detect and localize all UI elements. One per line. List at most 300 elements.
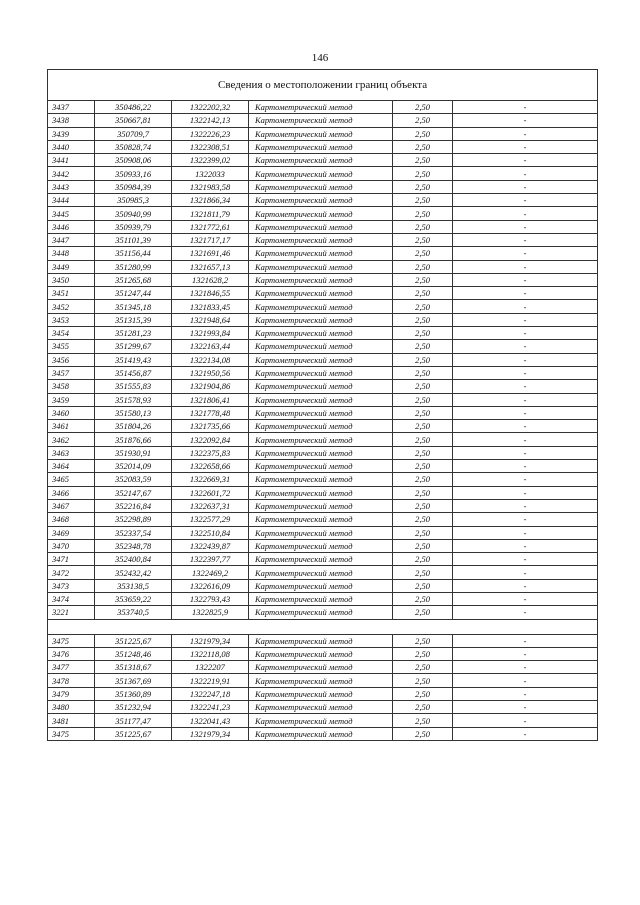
accuracy-cell: 2,50: [393, 606, 453, 619]
table-row: [48, 287, 598, 300]
y-coordinate-cell: 1322308,51: [172, 140, 249, 153]
x-coordinate-cell: 350984,39: [95, 180, 172, 193]
y-coordinate-cell: 1322399,02: [172, 154, 249, 167]
description-cell: -: [453, 127, 598, 140]
y-coordinate-cell: 1321811,79: [172, 207, 249, 220]
y-coordinate-cell: 1322219,91: [172, 674, 249, 687]
table-title: Сведения о местоположении границ объекта: [48, 70, 598, 101]
point-number-cell: 3448: [48, 247, 95, 260]
x-coordinate-cell: 352083,59: [95, 473, 172, 486]
method-cell: Картометрический метод: [249, 592, 393, 605]
method-cell: Картометрический метод: [249, 233, 393, 246]
description-cell: -: [453, 661, 598, 674]
accuracy-cell: 2,50: [393, 687, 453, 700]
point-number-cell: 3468: [48, 513, 95, 526]
table-title-row: [48, 70, 598, 101]
y-coordinate-cell: 1322658,66: [172, 460, 249, 473]
table-row: [48, 433, 598, 446]
table-row: [48, 473, 598, 486]
accuracy-cell: 2,50: [393, 473, 453, 486]
table-row: [48, 194, 598, 207]
x-coordinate-cell: 350940,99: [95, 207, 172, 220]
point-number-cell: 3463: [48, 446, 95, 459]
y-coordinate-cell: 1321866,34: [172, 194, 249, 207]
method-cell: Картометрический метод: [249, 647, 393, 660]
x-coordinate-cell: 351281,23: [95, 327, 172, 340]
description-cell: -: [453, 433, 598, 446]
x-coordinate-cell: 353659,22: [95, 592, 172, 605]
accuracy-cell: 2,50: [393, 127, 453, 140]
x-coordinate-cell: 351578,93: [95, 393, 172, 406]
table-row: [48, 446, 598, 459]
description-cell: -: [453, 114, 598, 127]
x-coordinate-cell: 350939,79: [95, 220, 172, 233]
y-coordinate-cell: 1321628,2: [172, 273, 249, 286]
description-cell: -: [453, 300, 598, 313]
accuracy-cell: 2,50: [393, 260, 453, 273]
table-row: [48, 687, 598, 700]
description-cell: -: [453, 287, 598, 300]
description-cell: -: [453, 714, 598, 727]
accuracy-cell: 2,50: [393, 406, 453, 419]
y-coordinate-cell: 1322510,84: [172, 526, 249, 539]
point-number-cell: 3460: [48, 406, 95, 419]
point-number-cell: 3461: [48, 420, 95, 433]
y-coordinate-cell: 1322092,84: [172, 433, 249, 446]
accuracy-cell: 2,50: [393, 180, 453, 193]
x-coordinate-cell: 351419,43: [95, 353, 172, 366]
accuracy-cell: 2,50: [393, 446, 453, 459]
table-row: [48, 167, 598, 180]
table-row: [48, 606, 598, 619]
y-coordinate-cell: 1322469,2: [172, 566, 249, 579]
method-cell: Картометрический метод: [249, 406, 393, 419]
y-coordinate-cell: 1321806,41: [172, 393, 249, 406]
table-row: [48, 647, 598, 660]
point-number-cell: 3480: [48, 701, 95, 714]
accuracy-cell: 2,50: [393, 674, 453, 687]
description-cell: -: [453, 526, 598, 539]
accuracy-cell: 2,50: [393, 207, 453, 220]
point-number-cell: 3481: [48, 714, 95, 727]
accuracy-cell: 2,50: [393, 701, 453, 714]
point-number-cell: 3450: [48, 273, 95, 286]
x-coordinate-cell: 352014,09: [95, 460, 172, 473]
accuracy-cell: 2,50: [393, 526, 453, 539]
method-cell: Картометрический метод: [249, 566, 393, 579]
method-cell: Картометрический метод: [249, 101, 393, 114]
method-cell: Картометрический метод: [249, 167, 393, 180]
accuracy-cell: 2,50: [393, 327, 453, 340]
description-cell: -: [453, 701, 598, 714]
description-cell: -: [453, 420, 598, 433]
point-number-cell: 3441: [48, 154, 95, 167]
table-row: [48, 366, 598, 379]
point-number-cell: 3459: [48, 393, 95, 406]
point-number-cell: 3452: [48, 300, 95, 313]
x-coordinate-cell: 351225,67: [95, 727, 172, 740]
y-coordinate-cell: 1321778,48: [172, 406, 249, 419]
x-coordinate-cell: 351232,94: [95, 701, 172, 714]
method-cell: Картометрический метод: [249, 327, 393, 340]
page-number: 146: [311, 52, 329, 64]
method-cell: Картометрический метод: [249, 194, 393, 207]
accuracy-cell: 2,50: [393, 420, 453, 433]
description-cell: -: [453, 647, 598, 660]
x-coordinate-cell: 351177,47: [95, 714, 172, 727]
method-cell: Картометрический метод: [249, 634, 393, 647]
y-coordinate-cell: 1322041,43: [172, 714, 249, 727]
block-separator: [48, 619, 598, 634]
method-cell: Картометрический метод: [249, 473, 393, 486]
x-coordinate-cell: 351360,89: [95, 687, 172, 700]
table-row: [48, 300, 598, 313]
table-row: [48, 220, 598, 233]
y-coordinate-cell: 1321950,56: [172, 366, 249, 379]
table-row: [48, 313, 598, 326]
table-row: [48, 674, 598, 687]
method-cell: Картометрический метод: [249, 353, 393, 366]
x-coordinate-cell: 353740,5: [95, 606, 172, 619]
x-coordinate-cell: 351367,69: [95, 674, 172, 687]
accuracy-cell: 2,50: [393, 273, 453, 286]
point-number-cell: 3471: [48, 553, 95, 566]
description-cell: -: [453, 513, 598, 526]
point-number-cell: 3456: [48, 353, 95, 366]
method-cell: Картометрический метод: [249, 460, 393, 473]
x-coordinate-cell: 350908,06: [95, 154, 172, 167]
x-coordinate-cell: 352147,67: [95, 486, 172, 499]
point-number-cell: 3455: [48, 340, 95, 353]
description-cell: -: [453, 634, 598, 647]
table-row: [48, 340, 598, 353]
table-row: [48, 140, 598, 153]
x-coordinate-cell: 351930,91: [95, 446, 172, 459]
accuracy-cell: 2,50: [393, 194, 453, 207]
x-coordinate-cell: 352337,54: [95, 526, 172, 539]
accuracy-cell: 2,50: [393, 140, 453, 153]
accuracy-cell: 2,50: [393, 579, 453, 592]
accuracy-cell: 2,50: [393, 661, 453, 674]
point-number-cell: 3476: [48, 647, 95, 660]
description-cell: -: [453, 486, 598, 499]
accuracy-cell: 2,50: [393, 154, 453, 167]
table-row: [48, 101, 598, 114]
method-cell: Картометрический метод: [249, 433, 393, 446]
table-row: [48, 180, 598, 193]
table-row: [48, 260, 598, 273]
table-row: [48, 406, 598, 419]
accuracy-cell: 2,50: [393, 167, 453, 180]
method-cell: Картометрический метод: [249, 661, 393, 674]
description-cell: -: [453, 606, 598, 619]
description-cell: -: [453, 260, 598, 273]
accuracy-cell: 2,50: [393, 553, 453, 566]
x-coordinate-cell: 351101,39: [95, 233, 172, 246]
y-coordinate-cell: 1322825,9: [172, 606, 249, 619]
y-coordinate-cell: 1322247,18: [172, 687, 249, 700]
accuracy-cell: 2,50: [393, 220, 453, 233]
method-cell: Картометрический метод: [249, 687, 393, 700]
x-coordinate-cell: 352400,84: [95, 553, 172, 566]
description-cell: -: [453, 154, 598, 167]
x-coordinate-cell: 350828,74: [95, 140, 172, 153]
description-cell: -: [453, 674, 598, 687]
table-row: [48, 207, 598, 220]
point-number-cell: 3451: [48, 287, 95, 300]
point-number-cell: 3474: [48, 592, 95, 605]
point-number-cell: 3444: [48, 194, 95, 207]
point-number-cell: 3446: [48, 220, 95, 233]
y-coordinate-cell: 1321657,13: [172, 260, 249, 273]
accuracy-cell: 2,50: [393, 647, 453, 660]
accuracy-cell: 2,50: [393, 101, 453, 114]
table-row: [48, 460, 598, 473]
point-number-cell: 3439: [48, 127, 95, 140]
description-cell: -: [453, 140, 598, 153]
table-row: [48, 247, 598, 260]
method-cell: Картометрический метод: [249, 300, 393, 313]
table-row: [48, 592, 598, 605]
description-cell: -: [453, 247, 598, 260]
point-number-cell: 3458: [48, 380, 95, 393]
block-separator-row: [48, 619, 598, 634]
method-cell: Картометрический метод: [249, 486, 393, 499]
x-coordinate-cell: 350667,81: [95, 114, 172, 127]
point-number-cell: 3479: [48, 687, 95, 700]
x-coordinate-cell: 352348,78: [95, 539, 172, 552]
point-number-cell: 3478: [48, 674, 95, 687]
point-number-cell: 3475: [48, 634, 95, 647]
y-coordinate-cell: 1322163,44: [172, 340, 249, 353]
method-cell: Картометрический метод: [249, 220, 393, 233]
point-number-cell: 3221: [48, 606, 95, 619]
y-coordinate-cell: 1321717,17: [172, 233, 249, 246]
method-cell: Картометрический метод: [249, 539, 393, 552]
accuracy-cell: 2,50: [393, 233, 453, 246]
description-cell: -: [453, 460, 598, 473]
table-row: [48, 579, 598, 592]
description-cell: -: [453, 406, 598, 419]
point-number-cell: 3438: [48, 114, 95, 127]
y-coordinate-cell: 1322637,31: [172, 499, 249, 512]
description-cell: -: [453, 727, 598, 740]
point-number-cell: 3473: [48, 579, 95, 592]
x-coordinate-cell: 350933,16: [95, 167, 172, 180]
method-cell: Картометрический метод: [249, 260, 393, 273]
x-coordinate-cell: 351345,18: [95, 300, 172, 313]
y-coordinate-cell: 1322202,32: [172, 101, 249, 114]
y-coordinate-cell: 1321735,66: [172, 420, 249, 433]
point-number-cell: 3462: [48, 433, 95, 446]
method-cell: Картометрический метод: [249, 420, 393, 433]
description-cell: -: [453, 579, 598, 592]
accuracy-cell: 2,50: [393, 460, 453, 473]
method-cell: Картометрический метод: [249, 553, 393, 566]
description-cell: -: [453, 566, 598, 579]
point-number-cell: 3443: [48, 180, 95, 193]
x-coordinate-cell: 351456,87: [95, 366, 172, 379]
table-row: [48, 566, 598, 579]
y-coordinate-cell: 1322577,29: [172, 513, 249, 526]
x-coordinate-cell: 351247,44: [95, 287, 172, 300]
x-coordinate-cell: 351315,39: [95, 313, 172, 326]
table-row: [48, 634, 598, 647]
x-coordinate-cell: 352216,84: [95, 499, 172, 512]
table-row: [48, 714, 598, 727]
y-coordinate-cell: 1321979,34: [172, 727, 249, 740]
x-coordinate-cell: 351580,13: [95, 406, 172, 419]
method-cell: Картометрический метод: [249, 526, 393, 539]
point-number-cell: 3457: [48, 366, 95, 379]
accuracy-cell: 2,50: [393, 340, 453, 353]
description-cell: -: [453, 194, 598, 207]
table-row: [48, 127, 598, 140]
point-number-cell: 3467: [48, 499, 95, 512]
y-coordinate-cell: 1322033: [172, 167, 249, 180]
method-cell: Картометрический метод: [249, 340, 393, 353]
description-cell: -: [453, 353, 598, 366]
point-number-cell: 3470: [48, 539, 95, 552]
description-cell: -: [453, 220, 598, 233]
description-cell: -: [453, 327, 598, 340]
method-cell: Картометрический метод: [249, 180, 393, 193]
table-row: [48, 661, 598, 674]
table-row: [48, 327, 598, 340]
accuracy-cell: 2,50: [393, 393, 453, 406]
accuracy-cell: 2,50: [393, 727, 453, 740]
point-number-cell: 3440: [48, 140, 95, 153]
accuracy-cell: 2,50: [393, 114, 453, 127]
y-coordinate-cell: 1321846,55: [172, 287, 249, 300]
table-row: [48, 513, 598, 526]
table-row: [48, 539, 598, 552]
accuracy-cell: 2,50: [393, 539, 453, 552]
y-coordinate-cell: 1322134,08: [172, 353, 249, 366]
point-number-cell: 3454: [48, 327, 95, 340]
y-coordinate-cell: 1322375,83: [172, 446, 249, 459]
table-row: [48, 701, 598, 714]
description-cell: -: [453, 180, 598, 193]
method-cell: Картометрический метод: [249, 701, 393, 714]
point-number-cell: 3472: [48, 566, 95, 579]
point-number-cell: 3477: [48, 661, 95, 674]
x-coordinate-cell: 353138,5: [95, 579, 172, 592]
point-number-cell: 3475: [48, 727, 95, 740]
method-cell: Картометрический метод: [249, 727, 393, 740]
description-cell: -: [453, 207, 598, 220]
table-row: [48, 380, 598, 393]
x-coordinate-cell: 351265,68: [95, 273, 172, 286]
y-coordinate-cell: 1321833,45: [172, 300, 249, 313]
description-cell: -: [453, 473, 598, 486]
x-coordinate-cell: 351225,67: [95, 634, 172, 647]
point-number-cell: 3442: [48, 167, 95, 180]
table-row: [48, 273, 598, 286]
description-cell: -: [453, 233, 598, 246]
description-cell: -: [453, 273, 598, 286]
table-row: [48, 154, 598, 167]
accuracy-cell: 2,50: [393, 566, 453, 579]
method-cell: Картометрический метод: [249, 499, 393, 512]
method-cell: Картометрический метод: [249, 606, 393, 619]
method-cell: Картометрический метод: [249, 674, 393, 687]
point-number-cell: 3465: [48, 473, 95, 486]
method-cell: Картометрический метод: [249, 247, 393, 260]
accuracy-cell: 2,50: [393, 300, 453, 313]
accuracy-cell: 2,50: [393, 634, 453, 647]
y-coordinate-cell: 1322601,72: [172, 486, 249, 499]
y-coordinate-cell: 1322397,77: [172, 553, 249, 566]
x-coordinate-cell: 350709,7: [95, 127, 172, 140]
description-cell: -: [453, 446, 598, 459]
x-coordinate-cell: 351248,46: [95, 647, 172, 660]
method-cell: Картометрический метод: [249, 579, 393, 592]
accuracy-cell: 2,50: [393, 499, 453, 512]
y-coordinate-cell: 1322142,13: [172, 114, 249, 127]
y-coordinate-cell: 1322118,08: [172, 647, 249, 660]
method-cell: Картометрический метод: [249, 154, 393, 167]
y-coordinate-cell: 1321948,64: [172, 313, 249, 326]
table-row: [48, 393, 598, 406]
point-number-cell: 3449: [48, 260, 95, 273]
x-coordinate-cell: 351280,99: [95, 260, 172, 273]
y-coordinate-cell: 1321772,61: [172, 220, 249, 233]
description-cell: -: [453, 539, 598, 552]
description-cell: -: [453, 101, 598, 114]
point-number-cell: 3437: [48, 101, 95, 114]
method-cell: Картометрический метод: [249, 313, 393, 326]
accuracy-cell: 2,50: [393, 592, 453, 605]
table-row: [48, 553, 598, 566]
y-coordinate-cell: 1322241,23: [172, 701, 249, 714]
method-cell: Картометрический метод: [249, 714, 393, 727]
method-cell: Картометрический метод: [249, 127, 393, 140]
y-coordinate-cell: 1321983,58: [172, 180, 249, 193]
y-coordinate-cell: 1322207: [172, 661, 249, 674]
method-cell: Картометрический метод: [249, 114, 393, 127]
method-cell: Картометрический метод: [249, 393, 393, 406]
table-row: [48, 233, 598, 246]
description-cell: -: [453, 167, 598, 180]
x-coordinate-cell: 351804,26: [95, 420, 172, 433]
table-row: [48, 526, 598, 539]
table-row: [48, 353, 598, 366]
method-cell: Картометрический метод: [249, 207, 393, 220]
x-coordinate-cell: 351156,44: [95, 247, 172, 260]
x-coordinate-cell: 350486,22: [95, 101, 172, 114]
boundary-coordinates-table: [47, 69, 598, 741]
y-coordinate-cell: 1322226,23: [172, 127, 249, 140]
accuracy-cell: 2,50: [393, 513, 453, 526]
x-coordinate-cell: 351318,67: [95, 661, 172, 674]
accuracy-cell: 2,50: [393, 366, 453, 379]
table-row: [48, 727, 598, 740]
description-cell: -: [453, 687, 598, 700]
table-row: [48, 486, 598, 499]
description-cell: -: [453, 313, 598, 326]
accuracy-cell: 2,50: [393, 380, 453, 393]
description-cell: -: [453, 592, 598, 605]
x-coordinate-cell: 350985,3: [95, 194, 172, 207]
x-coordinate-cell: 352298,89: [95, 513, 172, 526]
point-number-cell: 3466: [48, 486, 95, 499]
method-cell: Картометрический метод: [249, 273, 393, 286]
table-row: [48, 114, 598, 127]
description-cell: -: [453, 499, 598, 512]
x-coordinate-cell: 351555,83: [95, 380, 172, 393]
point-number-cell: 3445: [48, 207, 95, 220]
